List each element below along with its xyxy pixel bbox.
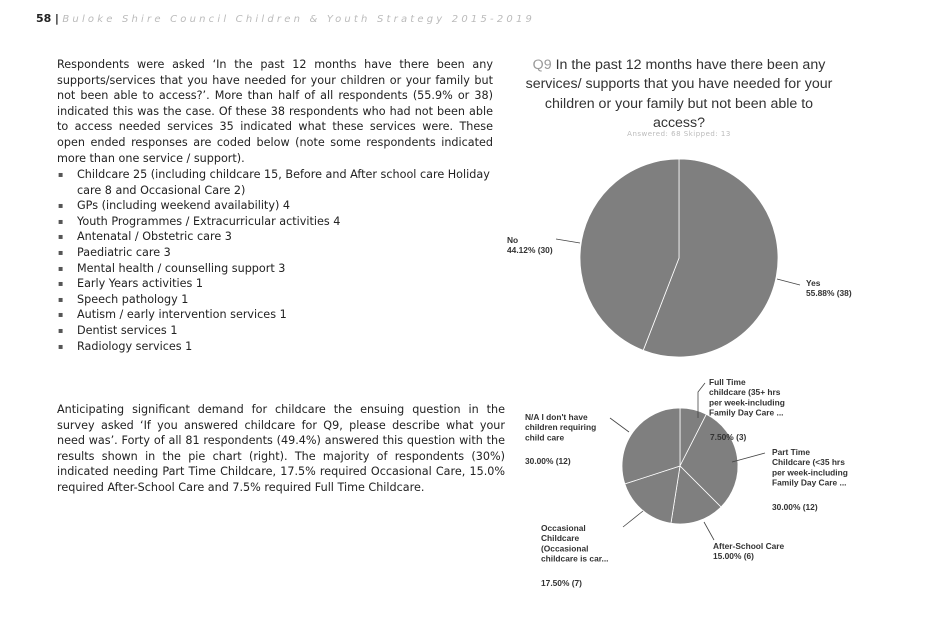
pie2-value-na: 30.00% (12) bbox=[525, 456, 571, 466]
pie1-value-no: 44.12% (30) bbox=[507, 245, 553, 255]
list-item-text: Early Years activities 1 bbox=[77, 277, 203, 291]
list-item-text: Speech pathology 1 bbox=[77, 292, 189, 306]
bullet-marker: ▪ bbox=[58, 341, 64, 351]
bullet-marker: ▪ bbox=[58, 232, 64, 242]
pie2-label-parttime: Part Time bbox=[772, 447, 811, 457]
document-title: Buloke Shire Council Children & Youth Strategy 2015-2019 bbox=[62, 14, 536, 25]
pie1-value-yes: 55.88% (38) bbox=[806, 288, 852, 298]
pie2-label-occasional: (Occasional bbox=[541, 543, 589, 554]
pie2-label-fulltime: per week-including bbox=[709, 397, 785, 408]
bullet-marker: ▪ bbox=[58, 279, 64, 289]
bullet-marker: ▪ bbox=[58, 247, 64, 257]
pie2-label-fulltime: Full Time bbox=[709, 377, 746, 387]
pie2-label-parttime: per week-including bbox=[772, 467, 848, 478]
list-item-text: Antenatal / Obstetric care 3 bbox=[77, 230, 232, 244]
list-item-text: Autism / early intervention services 1 bbox=[77, 308, 287, 322]
pie2-label-parttime: Family Day Care ... bbox=[772, 477, 847, 488]
pie2-label-fulltime: childcare (35+ hrs bbox=[709, 387, 781, 398]
list-item-text: Mental health / counselling support 3 bbox=[77, 261, 286, 275]
chart1-question-text: In the past 12 months have there been any services/ supports that you have needed for your children or your family but not been able to access? bbox=[525, 57, 833, 131]
pie2-label-parttime: Childcare (<35 hrs bbox=[772, 457, 845, 468]
chart1-question-number: Q9 bbox=[532, 57, 552, 73]
pie2-value-occasional: 17.50% (7) bbox=[541, 578, 582, 588]
bullet-marker: ▪ bbox=[58, 201, 64, 211]
bullet-marker: ▪ bbox=[58, 294, 64, 304]
pie-chart-childcare bbox=[525, 377, 848, 588]
list-item-text: Dentist services 1 bbox=[77, 323, 178, 337]
pie2-label-na: children requiring bbox=[525, 422, 597, 433]
pie2-label-na: N/A I don't have bbox=[525, 412, 588, 422]
list-item-text: Paediatric care 3 bbox=[77, 245, 171, 259]
pie1-label-no: No bbox=[507, 235, 519, 245]
pie2-leader-occasional bbox=[623, 511, 643, 527]
pie1-label-yes: Yes bbox=[806, 278, 821, 288]
list-item-text: Youth Programmes / Extracurricular activities 4 bbox=[77, 214, 341, 228]
bullet-marker: ▪ bbox=[58, 263, 64, 273]
pie2-leader-afterschool bbox=[704, 522, 714, 540]
pie2-label-fulltime: Family Day Care ... bbox=[709, 407, 784, 418]
pie2-value-afterschool: 15.00% (6) bbox=[713, 551, 754, 561]
pie2-leader-na bbox=[610, 418, 629, 432]
pie-chart-access bbox=[507, 159, 852, 357]
bullet-marker: ▪ bbox=[58, 310, 64, 320]
pie1-leader-no bbox=[556, 239, 580, 243]
list-item-text: Childcare 25 (including childcare 15, Before and After school care Holiday care 8 and Occasional Care 2) bbox=[77, 168, 490, 197]
pie1-leader-yes bbox=[777, 279, 800, 285]
bullet-marker: ▪ bbox=[58, 216, 64, 226]
pie2-value-parttime: 30.00% (12) bbox=[772, 502, 818, 512]
header-separator: | bbox=[54, 12, 59, 25]
pie2-label-occasional: Childcare bbox=[541, 533, 580, 544]
intro-paragraph: Respondents were asked ‘In the past 12 months have there been any supports/services that you have needed for your children or your family but not been able to access?’. More than half of all respondents (55.9% or 38) indicated this was the case. Of these 38 respondents who had not been able to access needed services 35 indicated what these services were. These open ended responses are coded below (note some respondents indicated more than one service / support). bbox=[57, 58, 493, 165]
pie2-value-fulltime: 7.50% (3) bbox=[710, 432, 747, 442]
bullet-marker: ▪ bbox=[58, 325, 64, 335]
list-item-text: GPs (including weekend availability) 4 bbox=[77, 199, 290, 213]
pie2-label-occasional: Occasional bbox=[541, 523, 586, 533]
list-item-text: Radiology services 1 bbox=[77, 339, 193, 353]
pie2-label-na: child care bbox=[525, 432, 565, 443]
bullet-marker: ▪ bbox=[58, 170, 64, 179]
chart1-subtitle: Answered: 68 Skipped: 13 bbox=[627, 130, 731, 138]
page-number: 58 bbox=[36, 12, 52, 25]
pie2-label-afterschool: After-School Care bbox=[713, 541, 785, 551]
childcare-paragraph: Anticipating significant demand for childcare the ensuing question in the survey asked ‘If you answered childcare for Q9, please describe what your need was’. Forty of all 81 respondents (49.4%) answered this question with the results shown in the pie chart (right). The majority of respondents (30%) indicated needing Part Time Childcare, 17.5% required Occasional Care, 15.0% required After-School Care and 7.5% required Full Time Childcare. bbox=[57, 403, 505, 494]
pie2-label-occasional: childcare is car... bbox=[541, 553, 609, 564]
